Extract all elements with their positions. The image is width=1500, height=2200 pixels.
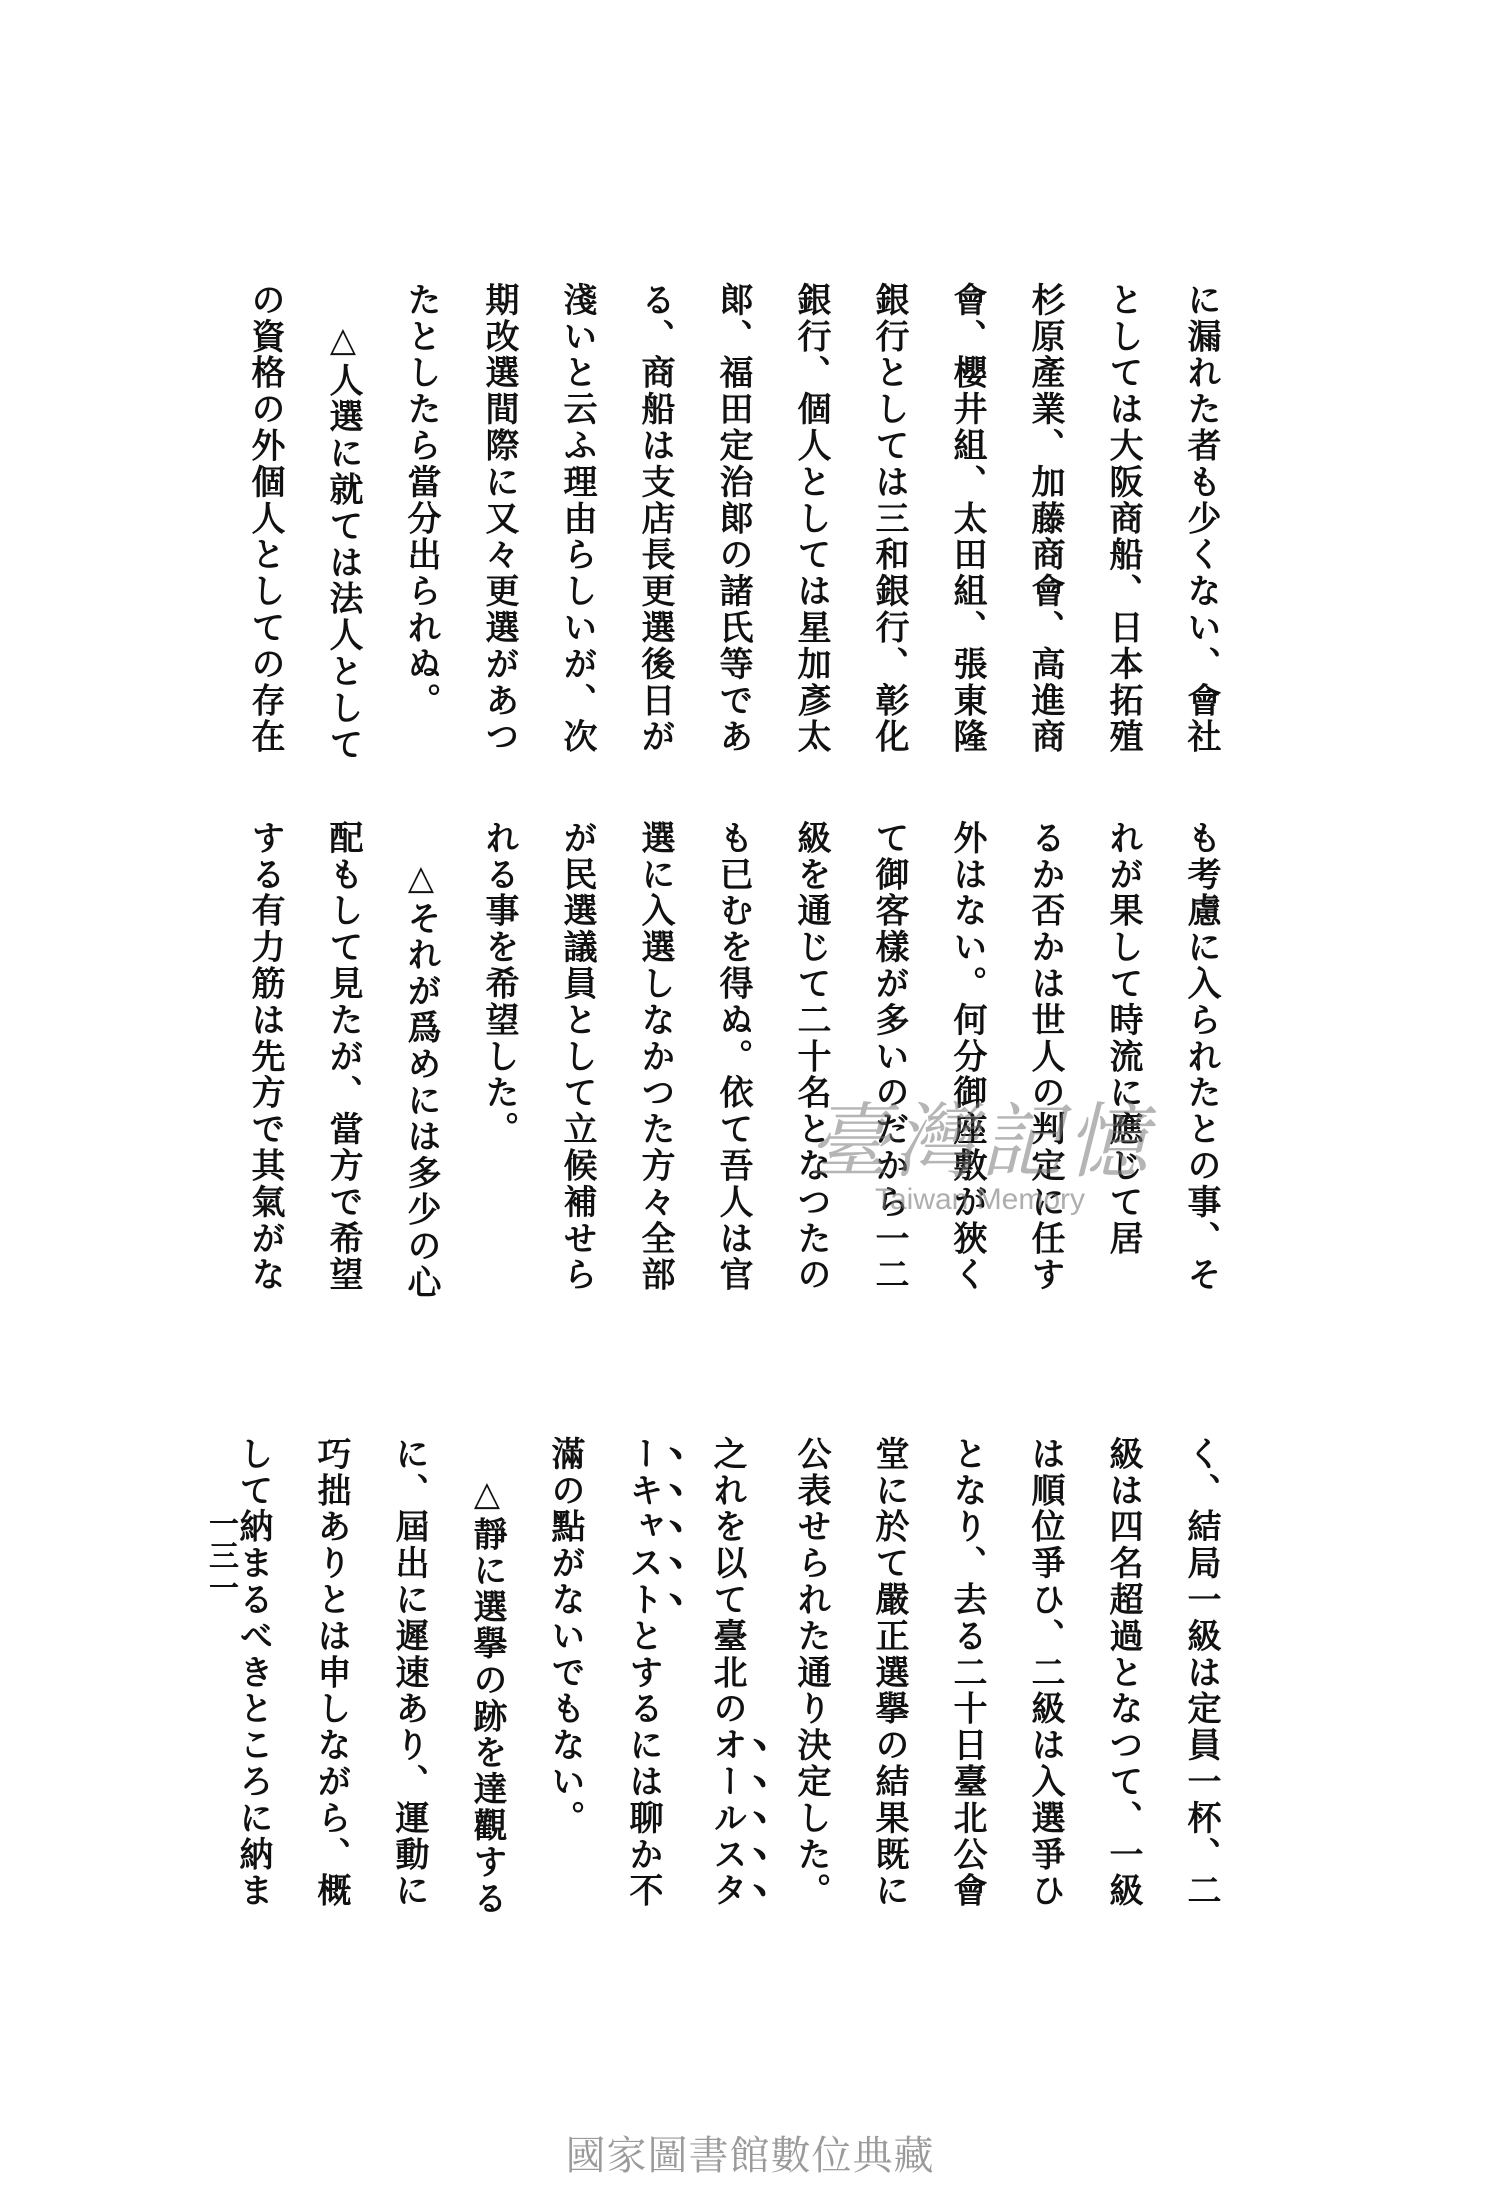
text-column xyxy=(772,1436,850,1926)
text-column xyxy=(1162,282,1240,772)
watermark-subtitle: Taiwan Memory xyxy=(874,1182,1086,1216)
text-segment: も考慮に入られたとの事、そ xyxy=(1181,820,1221,1294)
text-segment: 會、櫻井組、太田組、張東隆 xyxy=(947,282,987,756)
text-block-top xyxy=(245,282,1240,772)
text-segment: 淺いと云ふ理由らしいが、次 xyxy=(557,282,597,756)
text-column xyxy=(1084,1436,1162,1926)
text-column xyxy=(772,820,850,1310)
watermark-title: 臺灣記憶 xyxy=(808,1095,1152,1190)
text-segment: 杉原產業、加藤商會、高進商 xyxy=(1025,282,1065,756)
text-column xyxy=(370,1436,448,1926)
text-column xyxy=(1162,1436,1240,1926)
text-column xyxy=(850,820,928,1310)
text-segment: たとしたら當分出られぬ。 xyxy=(401,282,441,719)
text-column xyxy=(850,282,928,772)
text-column xyxy=(226,282,304,772)
text-segment: に、屆出に遲速あり、運動に xyxy=(389,1436,429,1910)
text-segment: となり、去る二十日臺北公會 xyxy=(947,1436,987,1910)
text-column xyxy=(226,820,304,1310)
text-segment: 公表せられた通り決定した。 xyxy=(791,1436,831,1910)
emphasized-text: オールスタ xyxy=(707,1727,747,1910)
text-column xyxy=(772,282,850,772)
text-segment: 配もして見たが、當方で希望 xyxy=(323,820,363,1294)
text-segment: △それが爲めには多少の心 xyxy=(401,858,441,1301)
text-column xyxy=(928,282,1006,772)
text-column xyxy=(1006,820,1084,1310)
text-column xyxy=(304,282,382,772)
text-column xyxy=(694,282,772,772)
text-block-bottom xyxy=(233,1436,1240,1926)
text-column xyxy=(382,820,460,1310)
text-segment: は順位爭ひ、二級は入選爭ひ xyxy=(1025,1436,1065,1910)
text-segment: 銀行、個人としては星加彥太 xyxy=(791,282,831,756)
text-segment: 選に入選しなかつた方々全部 xyxy=(635,820,675,1294)
text-segment: が民選議員として立候補せら xyxy=(557,820,597,1294)
text-segment: の資格の外個人としての存在 xyxy=(245,282,285,756)
text-segment: に漏れた者も少くない、會社 xyxy=(1181,282,1221,756)
text-segment: れる事を希望した。 xyxy=(479,820,519,1148)
text-column xyxy=(538,820,616,1310)
text-column xyxy=(616,282,694,772)
text-segment: 期改選間際に又々更選があつ xyxy=(479,282,519,756)
text-column xyxy=(1006,1436,1084,1926)
text-segment: して納まるべきところに納ま xyxy=(233,1436,273,1910)
text-segment: 級は四名超過となつて、一級 xyxy=(1103,1436,1143,1910)
text-segment: て御客樣が多いのだから一二 xyxy=(869,820,909,1294)
text-column xyxy=(382,282,460,772)
text-segment: 巧拙ありとは申しながら、概 xyxy=(311,1436,351,1910)
text-column xyxy=(460,820,538,1310)
text-column xyxy=(1084,282,1162,772)
text-segment: としては大阪商船、日本拓殖 xyxy=(1103,282,1143,756)
text-column xyxy=(538,282,616,772)
text-column xyxy=(688,1436,772,1926)
text-segment: るか否かは世人の判定に任す xyxy=(1025,820,1065,1294)
text-column xyxy=(928,1436,1006,1926)
text-segment: 銀行としては三和銀行、彰化 xyxy=(869,282,909,756)
text-segment: 郞、福田定治郞の諸氏等であ xyxy=(713,282,753,756)
text-column xyxy=(304,820,382,1310)
text-segment: する有力筋は先方で其氣がな xyxy=(245,820,285,1294)
text-segment: 滿の點がないでもない。 xyxy=(545,1436,585,1837)
text-column xyxy=(460,282,538,772)
text-column xyxy=(604,1436,688,1926)
text-column xyxy=(1162,820,1240,1310)
text-column xyxy=(694,820,772,1310)
text-segment: △人選に就ては法人として xyxy=(323,320,363,763)
text-segment: も已むを得ぬ。依て吾人は官 xyxy=(713,820,753,1294)
text-column xyxy=(1006,282,1084,772)
page-number: 一三一 xyxy=(203,1508,238,1604)
text-segment: 堂に於て嚴正選擧の結果既に xyxy=(869,1436,909,1910)
text-column xyxy=(850,1436,928,1926)
text-segment: 外はない。何分御座敷が狹く xyxy=(947,820,987,1294)
text-column xyxy=(448,1436,526,1926)
text-segment: とするには聊か不 xyxy=(623,1618,663,1910)
text-segment: 之れを以て臺北の xyxy=(707,1436,747,1728)
text-column xyxy=(928,820,1006,1310)
emphasized-text: ーキャスト xyxy=(623,1436,663,1618)
text-segment: る、商船は支店長更選後日が xyxy=(635,282,675,756)
text-segment: く、結局一級は定員一杯、二 xyxy=(1181,1436,1221,1910)
text-segment: △靜に選擧の跡を達觀する xyxy=(467,1474,507,1917)
text-segment: れが果して時流に應じて居 xyxy=(1103,820,1143,1257)
text-column xyxy=(526,1436,604,1926)
text-block-middle xyxy=(245,820,1240,1310)
text-segment: 級を通じて二十名となつたの xyxy=(791,820,831,1294)
text-column xyxy=(1084,820,1162,1310)
footer-library-credit: 國家圖書館數位典藏 xyxy=(565,2133,935,2179)
text-column xyxy=(616,820,694,1310)
text-column xyxy=(292,1436,370,1926)
